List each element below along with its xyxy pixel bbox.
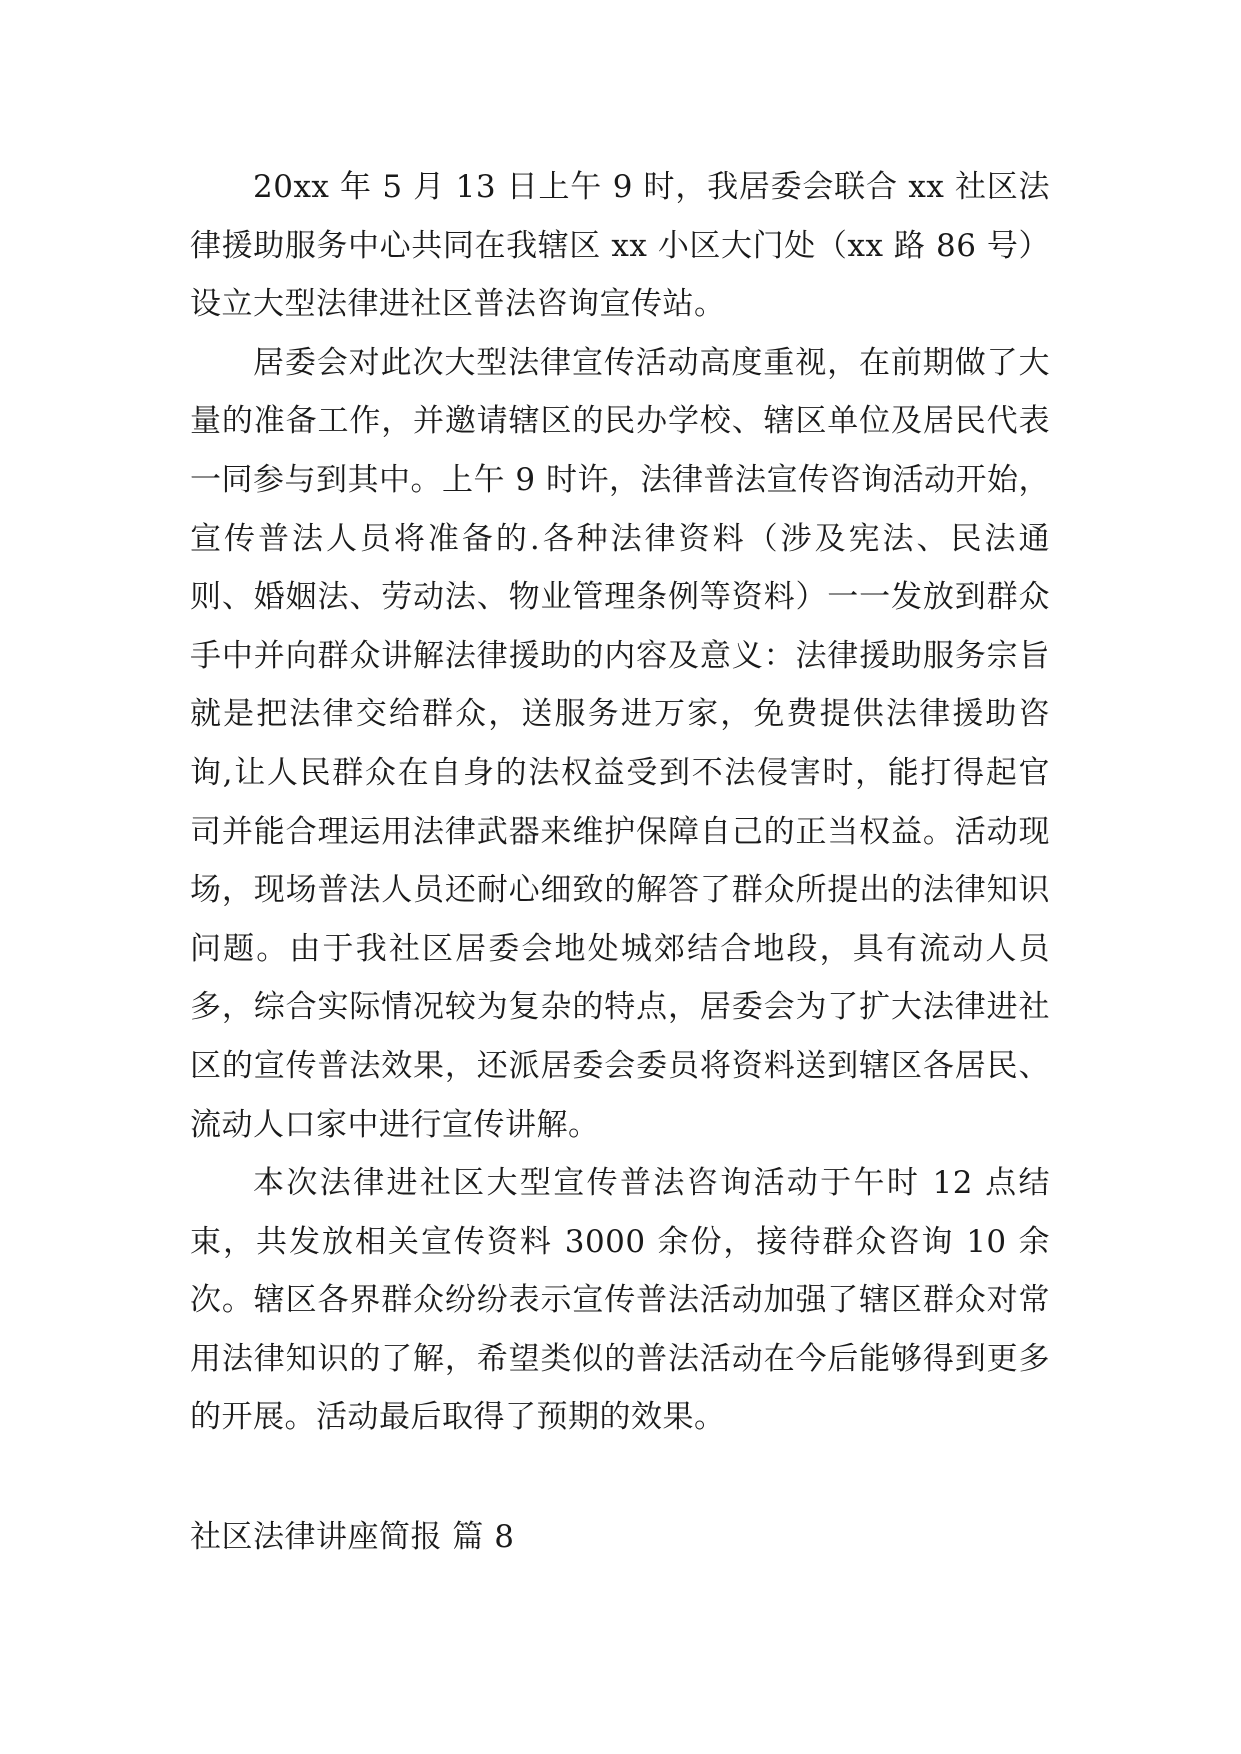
paragraph-event-details: 居委会对此次大型法律宣传活动高度重视，在前期做了大量的准备工作，并邀请辖区的民办学校、辖区单位及居民代表一同参与到其中。上午 9 时许，法律普法宣传咨询活动开始，宣传普法人员将准备的.各种法律资料（涉及宪法、民法通则、婚姻法、劳动法、物业管理条例等资料）一一发放到群众手中并向群众讲解法律援助的内容及意义：法律援助服务宗旨就是把法律交给群众，送服务进万家，免费提供法律援助咨询,让人民群众在自身的法权益受到不法侵害时，能打得起官司并能合理运用法律武器来维护保障自己的正当权益。活动现场，现场普法人员还耐心细致的解答了群众所提出的法律知识问题。由于我社区居委会地处城郊结合地段，具有流动人员多，综合实际情况较为复杂的特点，居委会为了扩大法律进社区的宣传普法效果，还派居委会委员将资料送到辖区各居民、流动人口家中进行宣传讲解。	[190, 344, 1050, 1143]
paragraph-event-setup: 20xx 年 5 月 13 日上午 9 时，我居委会联合 xx 社区法律援助服务中心共同在我辖区 xx 小区大门处（xx 路 86 号）设立大型法律进社区普法咨询宣传站。	[190, 169, 1050, 323]
document-body	[190, 158, 1050, 1447]
section-heading: 社区法律讲座简报 篇 8	[190, 1519, 515, 1555]
paragraph-event-summary: 本次法律进社区大型宣传普法咨询活动于午时 12 点结束，共发放相关宣传资料 3000 余份，接待群众咨询 10 余次。辖区各界群众纷纷表示宣传普法活动加强了辖区群众对常用法律知识的了解，希望类似的普法活动在今后能够得到更多的开展。活动最后取得了预期的效果。	[190, 1165, 1050, 1436]
